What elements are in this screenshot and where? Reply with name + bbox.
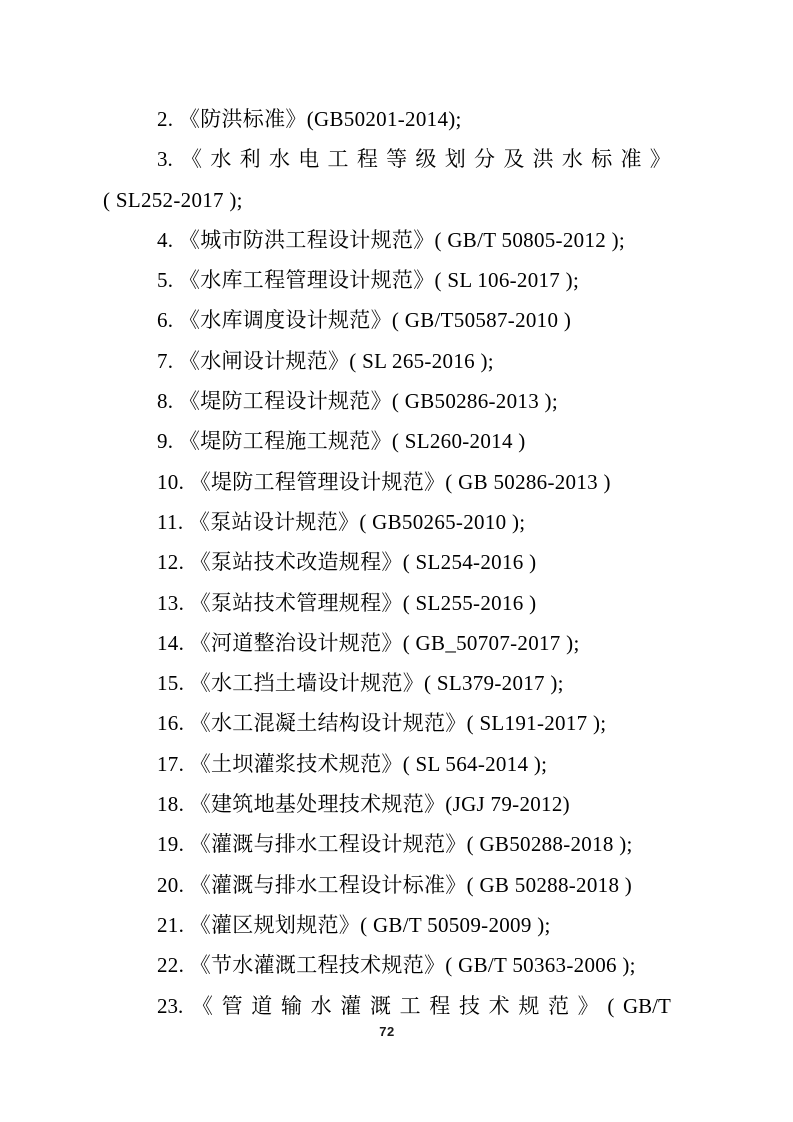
list-item: 13. 《泵站技术管理规程》( SL255-2016 ): [157, 590, 537, 615]
list-item: 6. 《水库调度设计规范》( GB/T50587-2010 ): [157, 308, 572, 333]
justified-token: 水: [561, 147, 583, 172]
justified-token: 技: [458, 993, 480, 1018]
justified-token: 《: [181, 147, 203, 172]
justified-token: 术: [488, 993, 510, 1018]
list-item-justified-line: [157, 139, 671, 179]
list-item: 16. 《水工混凝土结构设计规范》( SL191-2017 );: [157, 711, 607, 736]
justified-token: (: [607, 993, 615, 1018]
justified-token: 等: [386, 147, 408, 172]
justified-token: 电: [298, 147, 320, 172]
justified-token: 》: [649, 147, 671, 172]
justified-token: 23.: [157, 993, 184, 1018]
justified-token: 利: [239, 147, 261, 172]
list-item: 9. 《堤防工程施工规范》( SL260-2014 ): [157, 429, 526, 454]
justified-token: 水: [210, 147, 232, 172]
justified-token: 标: [591, 147, 613, 172]
list-item-justified-line: [157, 986, 671, 1026]
list-item: 14. 《河道整治设计规范》( GB_50707-2017 );: [157, 630, 580, 655]
justified-token: 输: [280, 993, 302, 1018]
justified-token: GB/T: [623, 993, 671, 1018]
justified-token: 水: [268, 147, 290, 172]
justified-token: 工: [327, 147, 349, 172]
justified-token: 溉: [369, 993, 391, 1018]
list-item: 12. 《泵站技术改造规程》( SL254-2016 ): [157, 550, 537, 575]
justified-token: 《: [191, 993, 213, 1018]
justified-token: 程: [356, 147, 378, 172]
justified-token: 准: [620, 147, 642, 172]
list-item: 20. 《灌溉与排水工程设计标准》( GB 50288-2018 ): [157, 872, 633, 897]
list-item: 5. 《水库工程管理设计规范》( SL 106-2017 );: [157, 268, 580, 293]
list-item: 2. 《防洪标准》(GB50201-2014);: [157, 107, 462, 131]
justified-token: 灌: [340, 993, 362, 1018]
justified-token: 水: [310, 993, 332, 1018]
list-item: 11. 《泵站设计规范》( GB50265-2010 );: [157, 509, 526, 534]
list-item: 7. 《水闸设计规范》( SL 265-2016 );: [157, 348, 494, 373]
list-item: 15. 《水工挡土墙设计规范》( SL379-2017 );: [157, 671, 564, 696]
justified-token: 洪: [532, 147, 554, 172]
justified-token: 范: [547, 993, 569, 1018]
justified-token: 道: [251, 993, 273, 1018]
standards-list: [103, 99, 671, 1026]
justified-token: 划: [444, 147, 466, 172]
justified-token: 3.: [157, 147, 173, 172]
list-item: 19. 《灌溉与排水工程设计规范》( GB50288-2018 );: [157, 832, 633, 857]
list-item-continuation: ( SL252-2017 );: [103, 187, 243, 212]
justified-token: 级: [415, 147, 437, 172]
justified-token: 及: [503, 147, 525, 172]
list-item: 22. 《节水灌溉工程技术规范》( GB/T 50363-2006 );: [157, 953, 636, 978]
justified-token: 规: [518, 993, 540, 1018]
justified-token: 》: [577, 993, 599, 1018]
justified-token: 分: [474, 147, 496, 172]
justified-token: 工: [399, 993, 421, 1018]
list-item: 18. 《建筑地基处理技术规范》(JGJ 79-2012): [157, 792, 570, 817]
list-item: 21. 《灌区规划规范》( GB/T 50509-2009 );: [157, 912, 551, 937]
page-number: 72: [379, 1024, 395, 1039]
justified-token: 程: [429, 993, 451, 1018]
list-item: 8. 《堤防工程设计规范》( GB50286-2013 );: [157, 389, 558, 414]
list-item: 10. 《堤防工程管理设计规范》( GB 50286-2013 ): [157, 469, 611, 494]
justified-token: 管: [221, 993, 243, 1018]
list-item: 4. 《城市防洪工程设计规范》( GB/T 50805-2012 );: [157, 227, 626, 252]
list-item: 17. 《土坝灌浆技术规范》( SL 564-2014 );: [157, 751, 548, 776]
